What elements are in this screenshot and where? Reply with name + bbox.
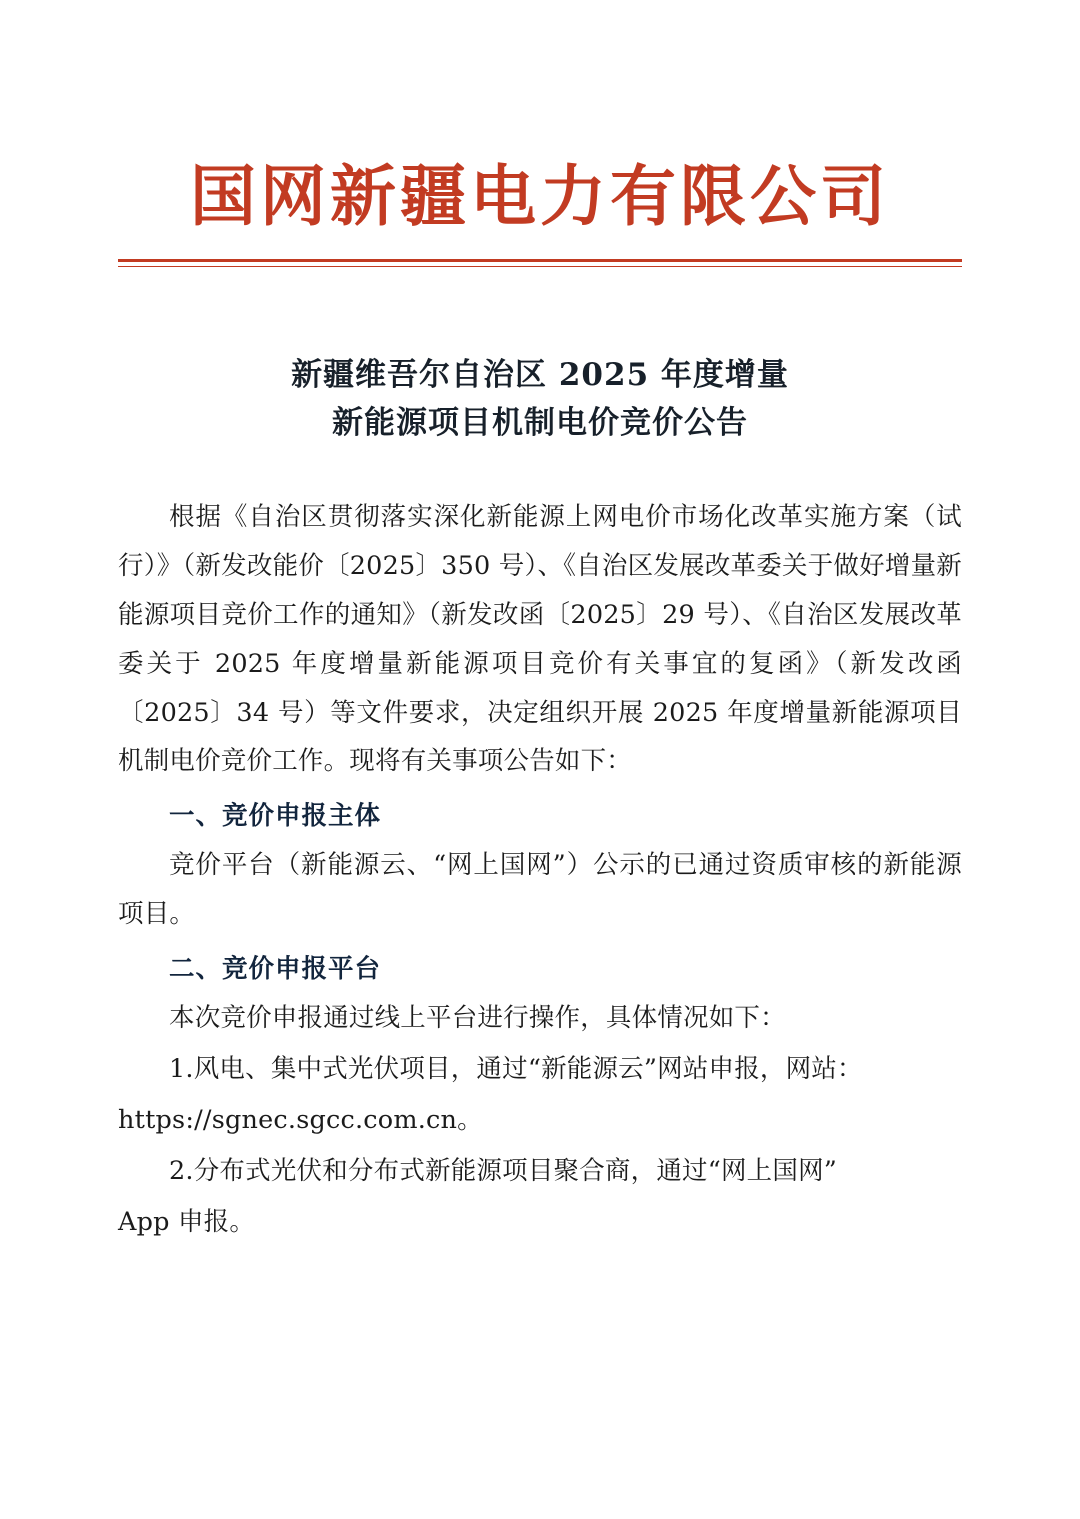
section-1-paragraph: 竞价平台（新能源云、“网上国网”）公示的已通过资质审核的新能源项目。 bbox=[118, 850, 962, 930]
document-title bbox=[118, 351, 962, 447]
document-body bbox=[118, 493, 962, 1247]
intro-paragraph: 根据《自治区贯彻落实深化新能源上网电价市场化改革实施方案（试行）》（新发改能价〔2025〕350 号）、《自治区发展改革委关于做好增量新能源项目竞价工作的通知》（新发改函〔2025〕29 号）、《自治区发展改革委关于 2025 年度增量新能源项目竞价有关事宜的复函》（新发改函〔2025〕34 号）等文件要求，决定组织开展 2025 年度增量新能源项目机制电价竞价工作。现将有关事项公告如下： bbox=[118, 501, 962, 777]
letterhead-divider bbox=[118, 259, 962, 262]
section-2-item-2: 2.分布式光伏和分布式新能源项目聚合商，通过“网上国网” bbox=[169, 1156, 838, 1187]
document-title-line-2: 新能源项目机制电价竞价公告 bbox=[332, 404, 748, 441]
company-name: 国网新疆电力有限公司 bbox=[190, 157, 890, 235]
letterhead bbox=[118, 0, 962, 267]
section-1-heading: 一、竞价申报主体 bbox=[169, 801, 382, 832]
section-2-intro: 本次竞价申报通过线上平台进行操作，具体情况如下： bbox=[169, 1003, 786, 1034]
section-2-item-2-continued: App 申报。 bbox=[118, 1207, 256, 1238]
section-2-item-1-url: https://sgnec.sgcc.com.cn。 bbox=[118, 1105, 483, 1136]
section-2-heading: 二、竞价申报平台 bbox=[169, 954, 382, 985]
section-2-item-1: 1.风电、集中式光伏项目，通过“新能源云”网站申报，网站： bbox=[169, 1054, 863, 1085]
letterhead-divider-thin bbox=[118, 266, 962, 267]
document-title-line-1: 新疆维吾尔自治区 2025 年度增量 bbox=[291, 356, 789, 393]
